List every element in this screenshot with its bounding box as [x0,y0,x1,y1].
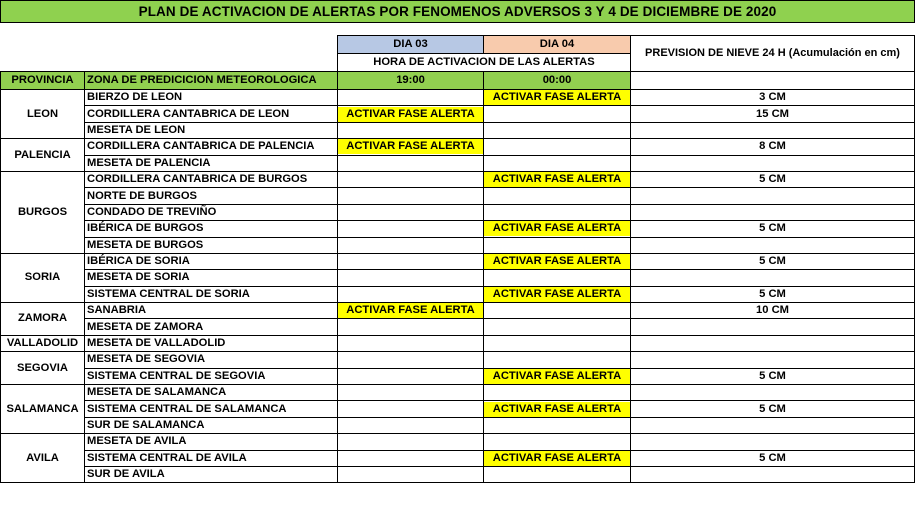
day-04-alert-cell [484,450,631,466]
time-day-03: 19:00 [338,72,484,90]
blank-cell [85,54,338,72]
blank-cell [1,54,85,72]
zone-cell: MESETA DE BURGOS [85,237,338,253]
alert-badge: ACTIVAR FASE ALERTA [484,254,630,269]
day-03-alert-cell [338,319,484,335]
zone-cell: IBÉRICA DE SORIA [85,253,338,269]
snow-cell [631,319,915,335]
snow-cell [631,270,915,286]
day-04-alert-cell [484,417,631,433]
table-row [1,122,915,138]
province-cell: SALAMANCA [1,385,85,434]
table-row [1,171,915,187]
snow-cell [631,434,915,450]
snow-cell [631,417,915,433]
day-03-alert-cell [338,401,484,417]
snow-cell: 5 CM [631,253,915,269]
province-cell: ZAMORA [1,303,85,336]
blank-cell [85,36,338,54]
snow-cell: 15 CM [631,106,915,122]
province-cell: AVILA [1,434,85,483]
table-row [1,450,915,466]
table-row [1,417,915,433]
day-04-alert-cell [484,171,631,187]
table-row [1,401,915,417]
day-03-alert-cell [338,466,484,482]
alert-badge: ACTIVAR FASE ALERTA [484,221,630,236]
zone-cell: CONDADO DE TREVIÑO [85,204,338,220]
snow-cell: 5 CM [631,401,915,417]
day-04-alert-cell [484,237,631,253]
zone-cell: MESETA DE AVILA [85,434,338,450]
snow-cell [631,237,915,253]
table-row [1,466,915,482]
day-03-header: DIA 03 [338,36,484,54]
snow-cell: 5 CM [631,171,915,187]
day-03-alert-cell [338,417,484,433]
day-03-alert-cell [338,237,484,253]
day-04-alert-cell [484,106,631,122]
table-row [1,139,915,155]
alert-badge: ACTIVAR FASE ALERTA [338,107,483,122]
day-04-alert-cell [484,335,631,351]
day-04-alert-cell [484,155,631,171]
zone-cell: NORTE DE BURGOS [85,188,338,204]
day-03-alert-cell [338,368,484,384]
table-row [1,303,915,319]
zone-cell: SUR DE SALAMANCA [85,417,338,433]
document-title: PLAN DE ACTIVACION DE ALERTAS POR FENOMENOS ADVERSOS 3 Y 4 DE DICIEMBRE DE 2020 [0,0,915,23]
snow-cell: 5 CM [631,286,915,302]
table-row [1,204,915,220]
zone-cell: MESETA DE PALENCIA [85,155,338,171]
snow-cell [631,155,915,171]
day-04-alert-cell [484,90,631,106]
zone-cell: IBÉRICA DE BURGOS [85,221,338,237]
table-row [1,90,915,106]
blank-cell [631,72,915,90]
zone-cell: SUR DE AVILA [85,466,338,482]
alert-badge: ACTIVAR FASE ALERTA [484,402,630,417]
snow-cell: 5 CM [631,368,915,384]
day-03-alert-cell [338,335,484,351]
table-row [1,221,915,237]
activation-hour-header: HORA DE ACTIVACION DE LAS ALERTAS [338,54,631,72]
zone-cell: CORDILLERA CANTABRICA DE LEON [85,106,338,122]
day-03-alert-cell [338,204,484,220]
day-03-alert-cell [338,155,484,171]
day-03-alert-cell [338,106,484,122]
zone-cell: MESETA DE SEGOVIA [85,352,338,368]
snow-cell [631,466,915,482]
alerts-table [0,35,915,483]
snow-forecast-header: PREVISION DE NIEVE 24 H (Acumulación en cm) [631,36,915,72]
zone-column-header: ZONA DE PREDICICION METEOROLOGICA [85,72,338,90]
day-04-alert-cell [484,286,631,302]
day-04-alert-cell [484,434,631,450]
day-04-alert-cell [484,401,631,417]
zone-cell: MESETA DE LEON [85,122,338,138]
snow-cell [631,352,915,368]
day-04-alert-cell [484,204,631,220]
zone-cell: MESETA DE SORIA [85,270,338,286]
table-row [1,286,915,302]
zone-cell: SISTEMA CENTRAL DE AVILA [85,450,338,466]
province-cell: SEGOVIA [1,352,85,385]
alert-badge: ACTIVAR FASE ALERTA [484,90,630,105]
table-row [1,106,915,122]
table-row [1,319,915,335]
day-04-alert-cell [484,221,631,237]
table-row [1,368,915,384]
day-03-alert-cell [338,188,484,204]
table-row [1,434,915,450]
day-04-alert-cell [484,303,631,319]
zone-cell: SISTEMA CENTRAL DE SEGOVIA [85,368,338,384]
day-04-alert-cell [484,122,631,138]
zone-cell: SISTEMA CENTRAL DE SALAMANCA [85,401,338,417]
table-row [1,155,915,171]
province-cell: VALLADOLID [1,335,85,351]
table-row [1,385,915,401]
day-03-alert-cell [338,270,484,286]
day-03-alert-cell [338,90,484,106]
time-day-04: 00:00 [484,72,631,90]
day-04-header: DIA 04 [484,36,631,54]
day-04-alert-cell [484,270,631,286]
table-row [1,237,915,253]
snow-cell: 5 CM [631,450,915,466]
day-03-alert-cell [338,286,484,302]
snow-cell [631,122,915,138]
day-03-alert-cell [338,221,484,237]
day-04-alert-cell [484,319,631,335]
zone-cell: CORDILLERA CANTABRICA DE BURGOS [85,171,338,187]
zone-cell: BIERZO DE LEON [85,90,338,106]
zone-cell: MESETA DE ZAMORA [85,319,338,335]
alert-badge: ACTIVAR FASE ALERTA [484,369,630,384]
alert-badge: ACTIVAR FASE ALERTA [484,172,630,187]
day-03-alert-cell [338,434,484,450]
alerts-table-body [1,90,915,483]
day-04-alert-cell [484,385,631,401]
zone-cell: SANABRIA [85,303,338,319]
alert-badge: ACTIVAR FASE ALERTA [484,287,630,302]
day-03-alert-cell [338,139,484,155]
day-03-alert-cell [338,171,484,187]
table-row [1,253,915,269]
blank-cell [1,36,85,54]
table-row [1,270,915,286]
snow-cell [631,188,915,204]
day-03-alert-cell [338,450,484,466]
day-03-alert-cell [338,352,484,368]
snow-cell [631,385,915,401]
day-04-alert-cell [484,139,631,155]
province-column-header: PROVINCIA [1,72,85,90]
snow-cell: 3 CM [631,90,915,106]
snow-cell: 5 CM [631,221,915,237]
day-04-alert-cell [484,352,631,368]
alert-badge: ACTIVAR FASE ALERTA [338,303,483,318]
day-04-alert-cell [484,188,631,204]
snow-cell [631,204,915,220]
day-04-alert-cell [484,466,631,482]
day-03-alert-cell [338,385,484,401]
province-cell: LEON [1,90,85,139]
province-cell: PALENCIA [1,139,85,172]
zone-cell: SISTEMA CENTRAL DE SORIA [85,286,338,302]
snow-cell: 10 CM [631,303,915,319]
day-03-alert-cell [338,303,484,319]
snow-cell [631,335,915,351]
day-03-alert-cell [338,253,484,269]
table-row [1,352,915,368]
day-04-alert-cell [484,368,631,384]
day-04-alert-cell [484,253,631,269]
table-row [1,188,915,204]
alert-badge: ACTIVAR FASE ALERTA [484,451,630,466]
province-cell: BURGOS [1,171,85,253]
zone-cell: MESETA DE VALLADOLID [85,335,338,351]
snow-cell: 8 CM [631,139,915,155]
province-cell: SORIA [1,253,85,302]
table-row [1,335,915,351]
zone-cell: MESETA DE SALAMANCA [85,385,338,401]
zone-cell: CORDILLERA CANTABRICA DE PALENCIA [85,139,338,155]
alert-badge: ACTIVAR FASE ALERTA [338,139,483,154]
day-03-alert-cell [338,122,484,138]
